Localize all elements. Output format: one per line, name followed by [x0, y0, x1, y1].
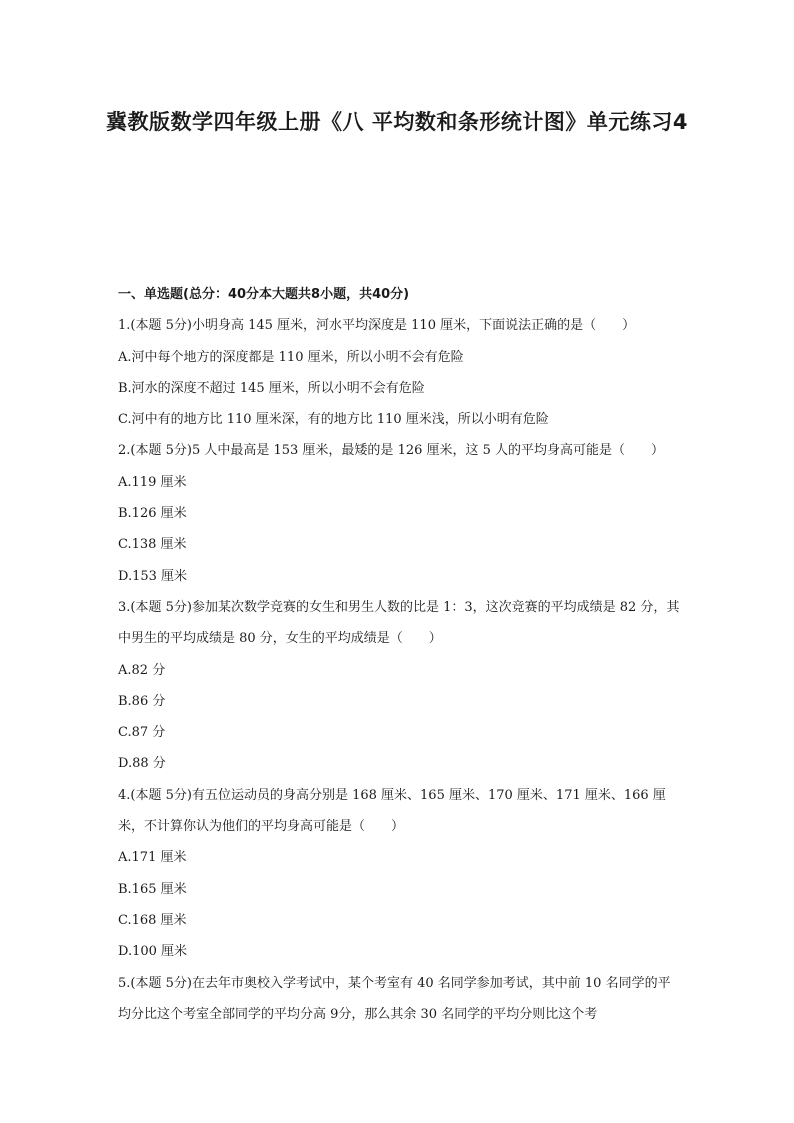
answer-option: C.168 厘米 — [118, 912, 187, 928]
answer-option: D.88 分 — [118, 756, 166, 772]
question-stem: 1.(本题 5分)小明身高 145 厘米，河水平均深度是 110 厘米，下面说法正确的是（ ） — [118, 318, 636, 334]
answer-option: B.165 厘米 — [118, 881, 187, 897]
answer-option: A.119 厘米 — [118, 474, 187, 490]
question-list — [118, 279, 683, 1030]
answer-option: B.河水的深度不超过 145 厘米，所以小明不会有危险 — [118, 380, 425, 396]
answer-option: A.171 厘米 — [118, 850, 187, 866]
document-title: 冀教版数学四年级上册《八 平均数和条形统计图》单元练习4 — [106, 110, 688, 134]
question-stem: 3.(本题 5分)参加某次数学竞赛的女生和男生人数的比是 1：3，这次竞赛的平均成绩是 82 分，其中男生的平均成绩是 80 分，女生的平均成绩是（ ） — [118, 599, 680, 647]
answer-option: C.87 分 — [118, 725, 166, 741]
answer-option: A.河中每个地方的深度都是 110 厘米，所以小明不会有危险 — [118, 349, 464, 365]
question-stem: 4.(本题 5分)有五位运动员的身高分别是 168 厘米、165 厘米、170 厘米、171 厘米、166 厘米，不计算你认为他们的平均身高可能是（ ） — [118, 787, 666, 835]
answer-option: D.100 厘米 — [118, 944, 188, 960]
section-heading: 一、单选题(总分：40分本大题共8小题，共40分) — [118, 287, 410, 302]
question-stem: 2.(本题 5分)5 人中最高是 153 厘米，最矮的是 126 厘米，这 5 人的平均身高可能是（ ） — [118, 443, 665, 459]
answer-option: C.河中有的地方比 110 厘米深，有的地方比 110 厘米浅，所以小明有危险 — [118, 412, 549, 428]
question-stem: 5.(本题 5分)在去年市奥校入学考试中，某个考室有 40 名同学参加考试，其中前 10 名同学的平均分比这个考室全部同学的平均分高 9分，那么其余 30 名同学的平均分则比这个考 — [118, 975, 671, 1022]
answer-option: B.126 厘米 — [118, 506, 187, 522]
answer-option: D.153 厘米 — [118, 568, 188, 584]
answer-option: A.82 分 — [118, 662, 166, 678]
answer-option: C.138 厘米 — [118, 537, 187, 553]
answer-option: B.86 分 — [118, 693, 166, 709]
